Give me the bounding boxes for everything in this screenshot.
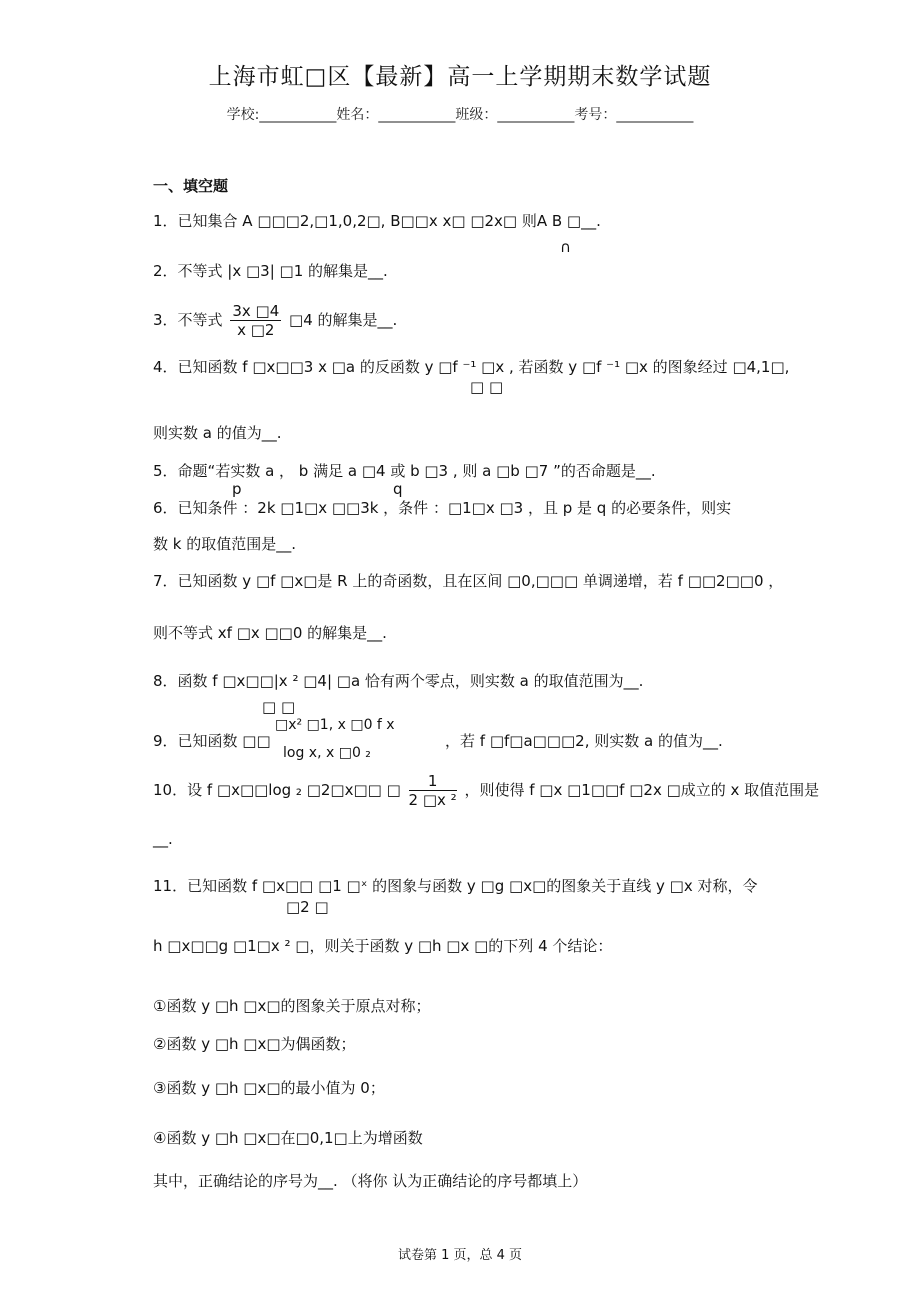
q9-piece-top: □x² □1, x □0 f x: [275, 717, 395, 733]
question-11: 11．已知函数 f □x□□ □1 □ˣ 的图象与函数 y □g □x□的图象关于直线 y □x 对称，令: [153, 877, 758, 895]
q9-boxes: □ □: [262, 698, 296, 716]
option-2: ②函数 y □h □x□为偶函数；: [153, 1035, 356, 1053]
page-footer: 试卷第 1 页，总 4 页: [397, 1248, 523, 1263]
q3-suffix: □4 的解集是__.: [289, 311, 398, 329]
q10-prefix: 10．设 f □x□□log ₂ □2□x□□ □: [153, 781, 401, 799]
question-4-cont: 则实数 a 的值为__.: [153, 424, 282, 442]
question-11-h: h □x□□g □1□x ² □，则关于函数 y □h □x □的下列 4 个结论：: [153, 937, 613, 955]
option-1: ①函数 y □h □x□的图象关于原点对称；: [153, 997, 431, 1015]
q10-fraction: [409, 772, 457, 809]
conclusion-line: 其中，正确结论的序号为__. （将你 认为正确结论的序号都填上）: [153, 1172, 588, 1190]
question-5: 5．命题“若实数 a ， b 满足 a □4 或 b □3 , 则 a □b □7 ”的否命题是__.: [153, 462, 656, 480]
option-3: ③函数 y □h □x□的最小值为 0；: [153, 1079, 385, 1097]
question-4: 4．已知函数 f □x□□3 x □a 的反函数 y □f ⁻¹ □x , 若函数 y □f ⁻¹ □x 的图象经过 □4,1□,: [153, 358, 790, 376]
q9-piece-bottom: log x, x □0 ₂: [283, 745, 371, 761]
question-1: 1．已知集合 A □□□2,□1,0,2□, B□□x x□ □2x□ 则A B □__.: [153, 212, 601, 230]
q5-q-symbol: q: [393, 480, 403, 498]
q3-denominator: x □2: [237, 321, 275, 339]
question-6: 6．已知条件 ：2k □1□x □□3k ，条件 ：□1□x □3 ，且 p 是 q 的必要条件，则实: [153, 499, 732, 517]
q5-p-symbol: p: [232, 480, 242, 498]
question-8: 8．函数 f □x□□|x ² □4| □a 恰有两个零点，则实数 a 的取值范围为__.: [153, 672, 644, 690]
question-6-cont: 数 k 的取值范围是__.: [153, 535, 296, 553]
q4-boxes: □ □: [470, 378, 504, 396]
q10-denominator: 2 □x ²: [408, 791, 457, 809]
option-4: ④函数 y □h □x□在□0,1□上为增函数: [153, 1129, 423, 1147]
question-9-prefix: 9．已知函数 □□: [153, 732, 271, 750]
question-3: [153, 302, 397, 339]
question-7: 7．已知函数 y □f □x□是 R 上的奇函数，且在区间 □0,□□□ 单调递增，若 f □□2□□0 ，: [153, 572, 784, 590]
section-heading: 一、填空题: [153, 177, 229, 195]
question-2: 2．不等式 |x □3| □1 的解集是__.: [153, 262, 388, 280]
page-title: 上海市虹□区【最新】高一上学期期末数学试题: [208, 64, 712, 90]
intersection-symbol: ∩: [560, 238, 571, 256]
q3-fraction: [230, 302, 281, 339]
q11-fraction-bottom: □2 □: [286, 898, 329, 916]
q3-numerator: 3x □4: [232, 302, 280, 320]
question-10: [153, 772, 819, 809]
q10-numerator: 1: [409, 772, 457, 791]
question-10-cont: __.: [153, 830, 173, 848]
q10-suffix: ，则使得 f □x □1□□f □2x □成立的 x 取值范围是: [464, 781, 820, 799]
q9-suffix: ，若 f □f□a□□□2, 则实数 a 的值为__.: [445, 732, 723, 750]
question-7-cont: 则不等式 xf □x □□0 的解集是__.: [153, 624, 387, 642]
q3-prefix: 3．不等式: [153, 311, 223, 329]
student-info-line: 学校:___________姓名：___________班级：___________考号：___________: [226, 107, 694, 123]
